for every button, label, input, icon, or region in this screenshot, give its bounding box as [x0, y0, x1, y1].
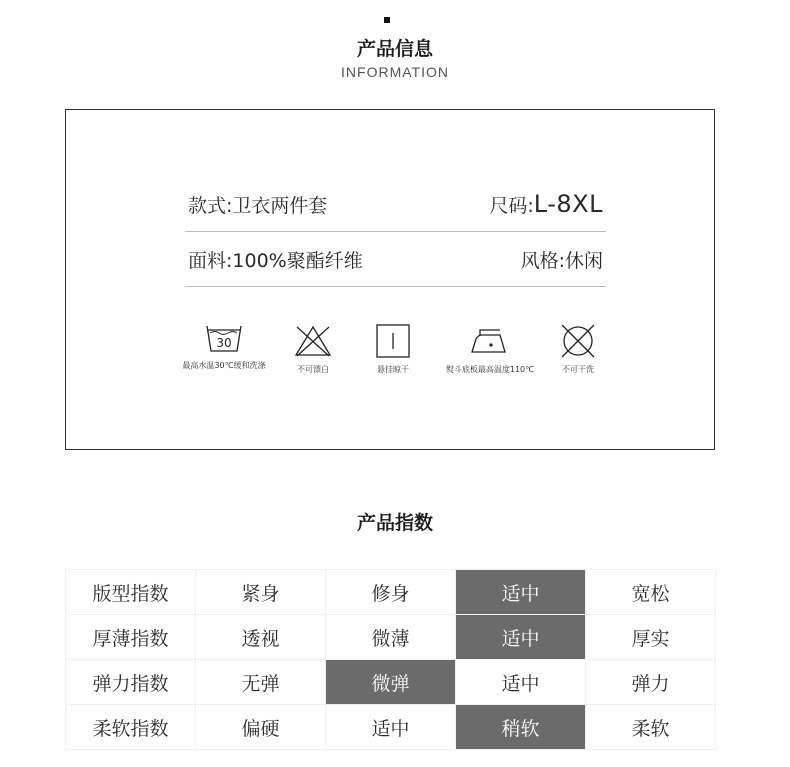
care-item-no-dry-clean	[518, 324, 638, 375]
no-bleach-icon	[293, 324, 333, 358]
index-option: 修身	[326, 570, 456, 615]
index-name: 厚薄指数	[66, 615, 196, 660]
info-row-fabric-style	[185, 232, 606, 287]
index-option: 无弹	[196, 660, 326, 705]
index-name: 版型指数	[66, 570, 196, 615]
index-option: 弹力	[586, 660, 716, 705]
style-value: 卫衣两件套	[232, 195, 328, 217]
index-option: 适中	[326, 705, 456, 750]
index-option: 宽松	[586, 570, 716, 615]
care-label-hang-dry: 悬挂晾干	[377, 365, 409, 374]
index-name: 柔软指数	[66, 705, 196, 750]
fashion-style-field	[521, 246, 603, 273]
index-option: 适中	[456, 660, 586, 705]
style-label: 款式:	[188, 195, 233, 217]
index-option: 微薄	[326, 615, 456, 660]
index-row-elasticity	[66, 660, 716, 705]
info-box	[65, 109, 715, 450]
index-row-thickness	[66, 615, 716, 660]
index-option: 微弹	[326, 660, 456, 705]
index-option: 柔软	[586, 705, 716, 750]
size-value: L-8XL	[533, 190, 603, 218]
index-name: 弹力指数	[66, 660, 196, 705]
style-field	[188, 191, 327, 218]
wash-30-icon	[204, 324, 244, 354]
index-option: 透视	[196, 615, 326, 660]
index-option: 适中	[456, 615, 586, 660]
info-section-title: 产品信息	[356, 38, 433, 60]
index-row-fit	[66, 570, 716, 615]
index-option: 紧身	[196, 570, 326, 615]
care-label-no-dry-clean: 不可干洗	[562, 365, 594, 374]
fashion-style-label: 风格:	[520, 250, 565, 272]
care-label-wash: 最高水温30℃缓和洗涤	[182, 361, 266, 370]
index-option: 厚实	[586, 615, 716, 660]
index-row-softness	[66, 705, 716, 750]
fabric-field	[188, 246, 363, 273]
care-label-no-bleach: 不可漂白	[297, 365, 329, 374]
fabric-value: 100%聚酯纤维	[232, 250, 363, 272]
size-field	[489, 190, 603, 218]
index-option: 稍软	[456, 705, 586, 750]
info-section-subtitle: INFORMATION	[341, 64, 449, 80]
iron-icon	[470, 324, 510, 358]
index-option: 偏硬	[196, 705, 326, 750]
index-option: 适中	[456, 570, 586, 615]
info-row-style-size	[185, 177, 606, 232]
wash-temp-number: 30	[216, 336, 232, 350]
fashion-style-value: 休闲	[564, 250, 603, 272]
no-dry-clean-icon	[558, 324, 598, 358]
fabric-label: 面料:	[188, 250, 233, 272]
section-marker-dot	[384, 17, 390, 23]
index-section-title: 产品指数	[356, 512, 433, 534]
care-label-iron: 熨斗底板最高温度110℃	[445, 365, 535, 374]
product-index-table	[65, 569, 716, 750]
hang-dry-icon	[373, 324, 413, 358]
size-label: 尺码:	[489, 195, 534, 217]
